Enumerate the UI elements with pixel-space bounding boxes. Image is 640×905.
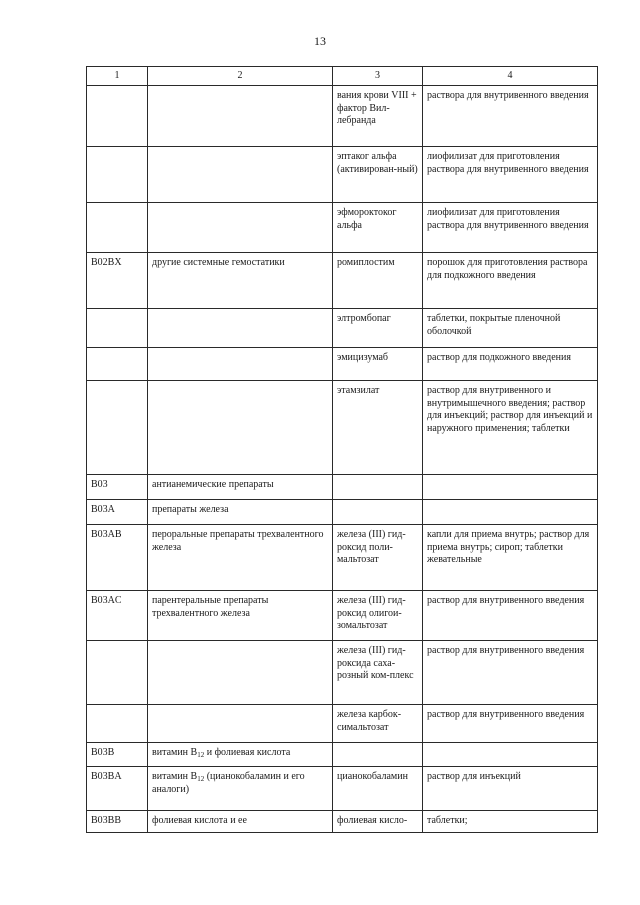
substance-cell: вания крови VIII + фактор Вил-лебранда [333, 86, 423, 147]
substance-cell: этамзилат [333, 381, 423, 475]
dosage-form-cell: таблетки, покрытые пленочной оболочкой [423, 309, 598, 348]
dosage-form-cell: капли для приема внутрь; раствор для приема внутрь; сироп; таблетки жевательные [423, 525, 598, 591]
header-col-4: 4 [423, 67, 598, 86]
substance-cell: цианокобаламин [333, 767, 423, 811]
substance-cell: эфмороктоког альфа [333, 203, 423, 253]
group-cell: антианемические препараты [148, 475, 333, 500]
substance-cell: ромиплостим [333, 253, 423, 309]
group-cell [148, 641, 333, 705]
dosage-form-cell: лиофилизат для приготовления раствора для внутривенного введения [423, 147, 598, 203]
header-col-3: 3 [333, 67, 423, 86]
atc-code-cell: B03AC [87, 591, 148, 641]
dosage-form-cell [423, 475, 598, 500]
dosage-form-cell: раствора для внутривенного введения [423, 86, 598, 147]
group-cell [148, 705, 333, 743]
group-cell: фолиевая кислота и ее [148, 811, 333, 833]
substance-cell [333, 475, 423, 500]
table-row [87, 147, 598, 203]
table-row [87, 525, 598, 591]
substance-cell [333, 743, 423, 767]
dosage-form-cell: раствор для внутривенного и внутримышечного введения; раствор для инъекций; раствор для инъекций и наружного применения; таблетки [423, 381, 598, 475]
atc-code-cell [87, 641, 148, 705]
group-cell [148, 309, 333, 348]
table-row [87, 348, 598, 381]
atc-code-cell [87, 348, 148, 381]
atc-code-cell [87, 86, 148, 147]
header-col-1: 1 [87, 67, 148, 86]
atc-code-cell: B03A [87, 500, 148, 525]
group-cell [148, 767, 333, 811]
group-cell [148, 348, 333, 381]
group-text-suffix: и фолиевая кислота [204, 747, 291, 758]
group-cell [148, 147, 333, 203]
atc-code-cell: B03BB [87, 811, 148, 833]
dosage-form-cell: раствор для внутривенного введения [423, 705, 598, 743]
group-text-prefix: витамин B [152, 771, 198, 782]
dosage-form-cell: порошок для приготовления раствора для подкожного введения [423, 253, 598, 309]
group-cell: другие системные гемостатики [148, 253, 333, 309]
substance-cell: фолиевая кисло- [333, 811, 423, 833]
page-number: 13 [314, 34, 326, 48]
atc-code-cell [87, 147, 148, 203]
table-row [87, 475, 598, 500]
group-text-prefix: витамин B [152, 747, 198, 758]
dosage-form-cell: раствор для инъекций [423, 767, 598, 811]
dosage-form-cell: таблетки; [423, 811, 598, 833]
table-row [87, 253, 598, 309]
table-row [87, 705, 598, 743]
group-cell [148, 381, 333, 475]
atc-code-cell: B03BA [87, 767, 148, 811]
group-cell [148, 86, 333, 147]
table-row [87, 811, 598, 833]
group-cell: парентеральные препараты трехвалентного железа [148, 591, 333, 641]
atc-code-cell [87, 381, 148, 475]
dosage-form-cell [423, 500, 598, 525]
table-row [87, 767, 598, 811]
substance-cell: железа карбок-симальтозат [333, 705, 423, 743]
table-row [87, 309, 598, 348]
group-cell: пероральные препараты трехвалентного железа [148, 525, 333, 591]
table-row [87, 381, 598, 475]
table-row [87, 743, 598, 767]
substance-cell: железа (III) гид-роксида саха-розный ком-плекс [333, 641, 423, 705]
substance-cell [333, 500, 423, 525]
atc-code-cell [87, 705, 148, 743]
group-text-suffix: (цианокобаламин и его аналоги) [152, 771, 305, 795]
group-cell: препараты железа [148, 500, 333, 525]
dosage-form-cell [423, 743, 598, 767]
group-cell [148, 203, 333, 253]
medicines-table [86, 66, 598, 833]
table-row [87, 86, 598, 147]
table-header-row [87, 67, 598, 86]
dosage-form-cell: раствор для подкожного введения [423, 348, 598, 381]
header-col-2: 2 [148, 67, 333, 86]
table-row [87, 203, 598, 253]
atc-code-cell [87, 309, 148, 348]
atc-code-cell [87, 203, 148, 253]
table-row [87, 500, 598, 525]
dosage-form-cell: раствор для внутривенного введения [423, 641, 598, 705]
table-row [87, 641, 598, 705]
substance-cell: эмицизумаб [333, 348, 423, 381]
table-row [87, 591, 598, 641]
dosage-form-cell: раствор для внутривенного введения [423, 591, 598, 641]
substance-cell: элтромбопаг [333, 309, 423, 348]
substance-cell: эптаког альфа (активирован-ный) [333, 147, 423, 203]
group-cell [148, 743, 333, 767]
substance-cell: железа (III) гид-роксид поли-мальтозат [333, 525, 423, 591]
dosage-form-cell: лиофилизат для приготовления раствора для внутривенного введения [423, 203, 598, 253]
atc-code-cell: B03B [87, 743, 148, 767]
group-text-subscript: 12 [197, 751, 205, 759]
atc-code-cell: B02BX [87, 253, 148, 309]
atc-code-cell: B03 [87, 475, 148, 500]
atc-code-cell: B03AB [87, 525, 148, 591]
group-text-subscript: 12 [197, 775, 205, 783]
substance-cell: железа (III) гид-роксид олигои-зомальтозат [333, 591, 423, 641]
